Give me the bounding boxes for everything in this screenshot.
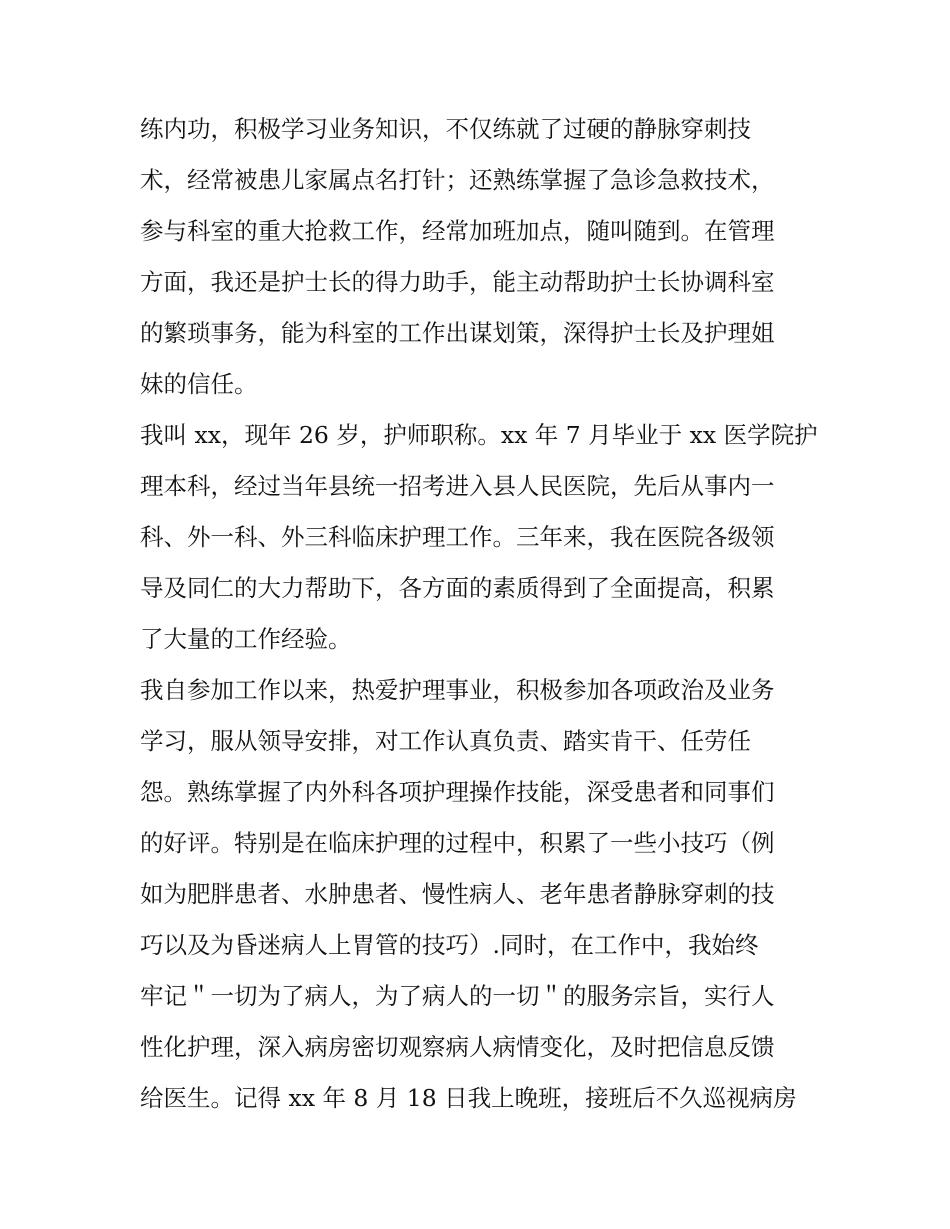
text-line: 我叫 xx，现年 26 岁，护师职称。xx 年 7 月毕业于 xx 医学院护 xyxy=(140,421,818,449)
text-line: 给医生。记得 xx 年 8 月 18 日我上晚班，接班后不久巡视病房 xyxy=(140,1084,797,1112)
text-line: 怨。熟练掌握了内外科各项护理操作技能，深受患者和同事们 xyxy=(140,778,775,806)
text-line: 的好评。特别是在临床护理的过程中，积累了一些小技巧（例 xyxy=(140,829,775,857)
text-line: 练内功，积极学习业务知识，不仅练就了过硬的静脉穿刺技 xyxy=(140,115,751,143)
paragraph-3 xyxy=(140,665,820,1124)
text-line: 参与科室的重大抢救工作，经常加班加点，随叫随到。在管理 xyxy=(140,217,775,245)
text-line: 牢记＂一切为了病人，为了病人的一切＂的服务宗旨，实行人 xyxy=(140,982,775,1010)
text-line: 妹的信任。 xyxy=(140,370,258,398)
text-line: 的繁琐事务，能为科室的工作出谋划策，深得护士长及护理姐 xyxy=(140,319,775,347)
paragraph-1 xyxy=(140,104,820,410)
text-line: 如为肥胖患者、水肿患者、慢性病人、老年患者静脉穿刺的技 xyxy=(140,880,775,908)
text-line: 了大量的工作经验。 xyxy=(140,625,352,653)
body-text xyxy=(140,104,820,1124)
paragraph-2 xyxy=(140,410,820,665)
text-line: 巧以及为昏迷病人上胃管的技巧）.同时，在工作中，我始终 xyxy=(140,931,759,959)
text-line: 方面，我还是护士长的得力助手，能主动帮助护士长协调科室 xyxy=(140,268,775,296)
text-line: 科、外一科、外三科临床护理工作。三年来，我在医院各级领 xyxy=(140,523,775,551)
text-line: 学习，服从领导安排，对工作认真负责、踏实肯干、任劳任 xyxy=(140,727,751,755)
text-line: 术，经常被患儿家属点名打针；还熟练掌握了急诊急救技术， xyxy=(140,166,775,194)
text-line: 导及同仁的大力帮助下，各方面的素质得到了全面提高，积累 xyxy=(140,574,775,602)
text-line: 理本科，经过当年县统一招考进入县人民医院，先后从事内一 xyxy=(140,472,775,500)
text-line: 性化护理，深入病房密切观察病人病情变化，及时把信息反馈 xyxy=(140,1033,775,1061)
text-line: 我自参加工作以来，热爱护理事业，积极参加各项政治及业务 xyxy=(140,676,775,704)
